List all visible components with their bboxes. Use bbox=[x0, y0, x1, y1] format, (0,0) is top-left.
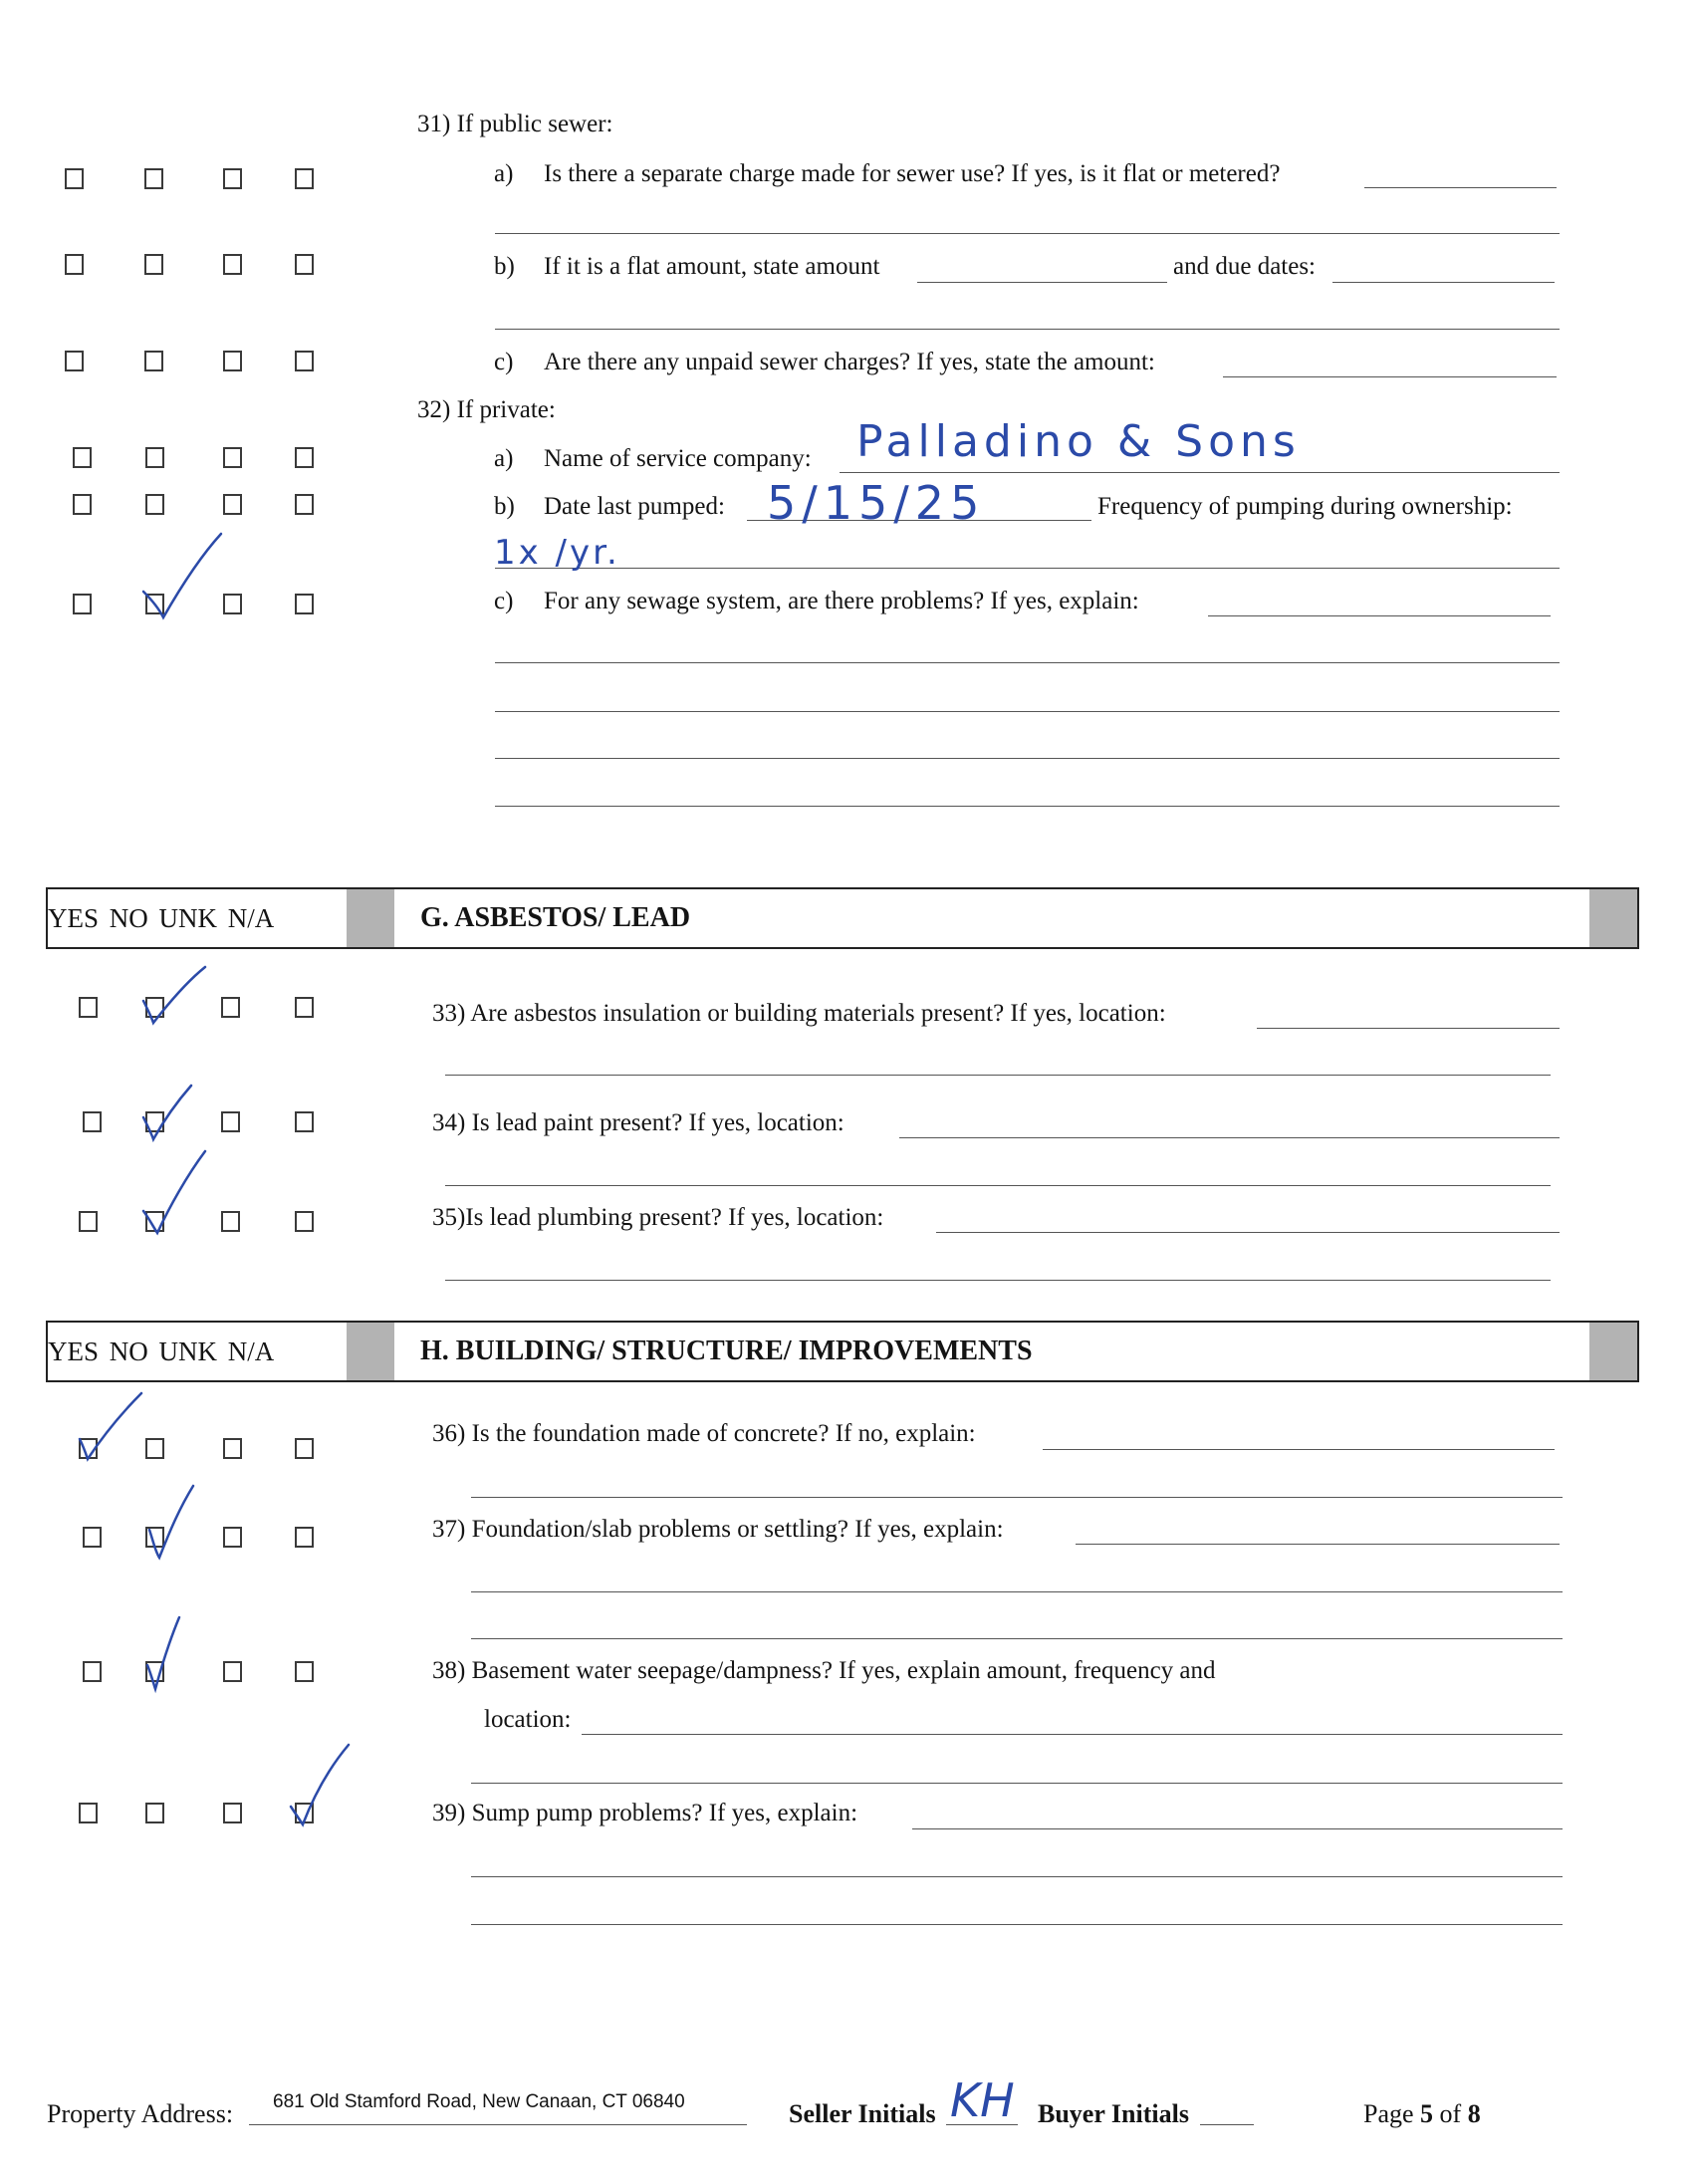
buyer-initials-line[interactable] bbox=[1200, 2124, 1254, 2125]
q32a-label: a) bbox=[494, 445, 514, 472]
section-g-title: G. ASBESTOS/ LEAD bbox=[420, 902, 691, 933]
q38-answer-line-2[interactable] bbox=[471, 1783, 1563, 1784]
q35-answer-line-2[interactable] bbox=[445, 1280, 1551, 1281]
q32c-answer-line-2[interactable] bbox=[495, 662, 1560, 663]
q35-answer-line[interactable] bbox=[936, 1232, 1560, 1233]
q32c-answer-line-4[interactable] bbox=[495, 758, 1560, 759]
q31c-yes-checkbox[interactable] bbox=[65, 351, 84, 371]
q34-answer-line-2[interactable] bbox=[445, 1185, 1551, 1186]
property-address-line bbox=[249, 2124, 747, 2125]
q35-no-checkmark-icon bbox=[139, 1145, 219, 1240]
q38-question: 38) Basement water seepage/dampness? If yes, explain amount, frequency and bbox=[432, 1657, 1216, 1684]
q39-yes-checkbox[interactable] bbox=[79, 1803, 98, 1823]
q31b-amount-line[interactable] bbox=[917, 282, 1167, 283]
q36-answer-line-2[interactable] bbox=[471, 1497, 1563, 1498]
seller-initials-signature: KH bbox=[950, 2073, 1015, 2127]
q35-question: 35)Is lead plumbing present? If yes, location: bbox=[432, 1204, 884, 1231]
property-address-label: Property Address: bbox=[47, 2099, 234, 2128]
seller-initials-label: Seller Initials bbox=[789, 2099, 936, 2128]
q32a-question: Name of service company: bbox=[544, 445, 812, 472]
q31b-question: If it is a flat amount, state amount bbox=[544, 253, 880, 280]
q32c-label: c) bbox=[494, 588, 514, 614]
q32b-frequency-label: Frequency of pumping during ownership: bbox=[1097, 493, 1513, 520]
page-number bbox=[1363, 2099, 1481, 2129]
section-g-header bbox=[46, 887, 1639, 949]
q32a-no-checkbox[interactable] bbox=[145, 447, 164, 468]
q31-heading: 31) If public sewer: bbox=[417, 111, 613, 137]
q35-unk-checkbox[interactable] bbox=[221, 1211, 240, 1232]
buyer-initials-label: Buyer Initials bbox=[1038, 2099, 1189, 2128]
q34-unk-checkbox[interactable] bbox=[221, 1111, 240, 1132]
q38-answer-line[interactable] bbox=[582, 1734, 1563, 1735]
q31a-no-checkbox[interactable] bbox=[144, 168, 163, 189]
q32c-answer-line-3[interactable] bbox=[495, 711, 1560, 712]
q34-answer-line[interactable] bbox=[899, 1137, 1560, 1138]
q39-unk-checkbox[interactable] bbox=[223, 1803, 242, 1823]
property-address-value: 681 Old Stamford Road, New Canaan, CT 06840 bbox=[273, 2091, 685, 2112]
q31a-answer-line[interactable] bbox=[1364, 187, 1557, 188]
q31b-no-checkbox[interactable] bbox=[144, 254, 163, 275]
q37-answer-line-2[interactable] bbox=[471, 1591, 1563, 1592]
q37-yes-checkbox[interactable] bbox=[83, 1527, 102, 1548]
q31a-question: Is there a separate charge made for sewer use? If yes, is it flat or metered? bbox=[544, 160, 1281, 187]
section-h-header bbox=[46, 1321, 1639, 1382]
q33-unk-checkbox[interactable] bbox=[221, 997, 240, 1018]
section-h-shade-left bbox=[347, 1323, 394, 1380]
q36-na-checkbox[interactable] bbox=[295, 1438, 314, 1459]
q36-unk-checkbox[interactable] bbox=[223, 1438, 242, 1459]
q33-na-checkbox[interactable] bbox=[295, 997, 314, 1018]
q31b-due-dates-label: and due dates: bbox=[1173, 253, 1317, 280]
q39-answer-line-3[interactable] bbox=[471, 1924, 1563, 1925]
q31c-na-checkbox[interactable] bbox=[295, 351, 314, 371]
q31c-answer-line[interactable] bbox=[1223, 376, 1557, 377]
q39-answer-line[interactable] bbox=[912, 1828, 1563, 1829]
page-of: of bbox=[1439, 2099, 1462, 2128]
q33-yes-checkbox[interactable] bbox=[79, 997, 98, 1018]
q31b-due-dates-line[interactable] bbox=[1332, 282, 1555, 283]
q34-no-checkmark-icon bbox=[137, 1082, 207, 1146]
q31b-unk-checkbox[interactable] bbox=[223, 254, 242, 275]
q33-answer-line-2[interactable] bbox=[445, 1075, 1551, 1076]
q32a-na-checkbox[interactable] bbox=[295, 447, 314, 468]
q32b-na-checkbox[interactable] bbox=[295, 494, 314, 515]
section-g-columns: YES NO UNK N/A bbox=[48, 903, 275, 933]
q37-no-checkmark-icon bbox=[145, 1482, 205, 1562]
q32a-unk-checkbox[interactable] bbox=[223, 447, 242, 468]
q31c-unk-checkbox[interactable] bbox=[223, 351, 242, 371]
q32c-answer-line-5[interactable] bbox=[495, 806, 1560, 807]
q35-yes-checkbox[interactable] bbox=[79, 1211, 98, 1232]
q32a-answer-line[interactable] bbox=[840, 472, 1560, 473]
section-h-shade-right bbox=[1589, 1323, 1637, 1380]
q38-na-checkbox[interactable] bbox=[295, 1661, 314, 1682]
q31c-question: Are there any unpaid sewer charges? If yes, state the amount: bbox=[544, 349, 1155, 375]
section-h-title: H. BUILDING/ STRUCTURE/ IMPROVEMENTS bbox=[420, 1335, 1033, 1366]
page-current: 5 bbox=[1420, 2099, 1434, 2128]
q32c-no-checkmark-icon bbox=[139, 530, 229, 624]
q32c-yes-checkbox[interactable] bbox=[73, 594, 92, 614]
q34-na-checkbox[interactable] bbox=[295, 1111, 314, 1132]
q34-question: 34) Is lead paint present? If yes, location: bbox=[432, 1109, 844, 1136]
q31a-unk-checkbox[interactable] bbox=[223, 168, 242, 189]
q31c-label: c) bbox=[494, 349, 514, 375]
q38-location-label: location: bbox=[484, 1706, 572, 1733]
q38-yes-checkbox[interactable] bbox=[83, 1661, 102, 1682]
q31a-na-checkbox[interactable] bbox=[295, 168, 314, 189]
q38-unk-checkbox[interactable] bbox=[223, 1661, 242, 1682]
q36-question: 36) Is the foundation made of concrete? If no, explain: bbox=[432, 1420, 976, 1447]
q34-yes-checkbox[interactable] bbox=[83, 1111, 102, 1132]
q37-answer-line-3[interactable] bbox=[471, 1638, 1563, 1639]
q32b-question: Date last pumped: bbox=[544, 493, 725, 520]
q38-no-checkmark-icon bbox=[143, 1613, 193, 1693]
section-h-columns: YES NO UNK N/A bbox=[48, 1336, 275, 1366]
q32b-label: b) bbox=[494, 493, 515, 520]
q39-na-checkmark-icon bbox=[287, 1741, 357, 1830]
q32c-answer-line[interactable] bbox=[1208, 615, 1551, 616]
section-g-shade-right bbox=[1589, 889, 1637, 947]
q32c-question: For any sewage system, are there problems? If yes, explain: bbox=[544, 588, 1139, 614]
q37-answer-line[interactable] bbox=[1076, 1544, 1560, 1545]
q31a-label: a) bbox=[494, 160, 514, 187]
q37-question: 37) Foundation/slab problems or settling? If yes, explain: bbox=[432, 1516, 1004, 1543]
q32b-yes-checkbox[interactable] bbox=[73, 494, 92, 515]
page-total: 8 bbox=[1467, 2099, 1481, 2128]
q32b-handwritten-date: 5/15/25 bbox=[767, 476, 986, 530]
q32c-na-checkbox[interactable] bbox=[295, 594, 314, 614]
q32b-no-checkbox[interactable] bbox=[145, 494, 164, 515]
q32b-frequency-line[interactable] bbox=[495, 568, 1560, 569]
q31a-yes-checkbox[interactable] bbox=[65, 168, 84, 189]
q36-yes-checkmark-icon bbox=[74, 1389, 153, 1464]
q32-heading: 32) If private: bbox=[417, 396, 556, 423]
q32a-yes-checkbox[interactable] bbox=[73, 447, 92, 468]
q32a-handwritten-answer: Palladino & Sons bbox=[856, 416, 1301, 467]
q39-answer-line-2[interactable] bbox=[471, 1876, 1563, 1877]
q33-answer-line[interactable] bbox=[1257, 1028, 1560, 1029]
q39-question: 39) Sump pump problems? If yes, explain: bbox=[432, 1800, 858, 1826]
q31b-label: b) bbox=[494, 253, 515, 280]
section-g-shade-left bbox=[347, 889, 394, 947]
q31a-answer-line-2[interactable] bbox=[495, 233, 1560, 234]
q31b-yes-checkbox[interactable] bbox=[65, 254, 84, 275]
q35-na-checkbox[interactable] bbox=[295, 1211, 314, 1232]
q31b-na-checkbox[interactable] bbox=[295, 254, 314, 275]
q31c-no-checkbox[interactable] bbox=[144, 351, 163, 371]
q32b-handwritten-frequency: 1x /yr. bbox=[494, 533, 620, 573]
q33-question: 33) Are asbestos insulation or building materials present? If yes, location: bbox=[432, 1000, 1166, 1027]
q39-no-checkbox[interactable] bbox=[145, 1803, 164, 1823]
q36-answer-line[interactable] bbox=[1043, 1449, 1555, 1450]
q37-unk-checkbox[interactable] bbox=[223, 1527, 242, 1548]
q32b-unk-checkbox[interactable] bbox=[223, 494, 242, 515]
page-prefix: Page bbox=[1363, 2099, 1414, 2128]
q37-na-checkbox[interactable] bbox=[295, 1527, 314, 1548]
q31b-answer-line-2[interactable] bbox=[495, 329, 1560, 330]
q33-no-checkmark-icon bbox=[137, 961, 217, 1031]
